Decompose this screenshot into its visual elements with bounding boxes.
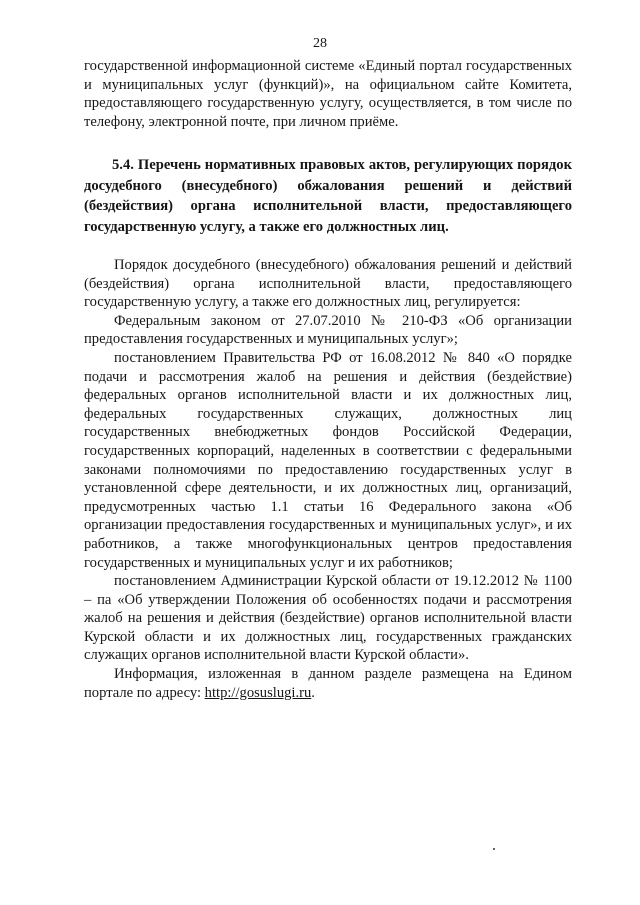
section-heading: 5.4. Перечень нормативных правовых актов, регулирующих порядок досудебного (внесудебного) обжалования решений и действий (бездействия) органа исполнительной власти, предоставляющего государственную услугу, а также его должностных лиц. bbox=[84, 157, 572, 235]
closing-text: Информация, изложенная в данном разделе размещена на Едином портале по адресу: bbox=[84, 666, 572, 701]
page-number: 28 bbox=[313, 36, 327, 51]
paragraph-closing bbox=[84, 665, 572, 702]
intro-paragraph: государственной информационной системе «Единый портал государственных и муниципальных услуг (функций)», на официальном сайте Комитета, предоставляющего государственную услугу, осуществляется, в том числе по телефону, электронной почте, при личном приёме. bbox=[84, 58, 572, 130]
paragraph-regional-decree: постановлением Администрации Курской области от 19.12.2012 № 1100 – па «Об утверждении Положения об особенностях подачи и рассмотрения жалоб на решения и действия (бездействие) органов исполнительной власти Курской области и их должностных лиц, государственных гражданских служащих органов исполнительной власти Курской области». bbox=[84, 573, 572, 664]
body-block bbox=[84, 256, 572, 702]
intro-block bbox=[84, 57, 572, 131]
paragraph-federal-law: Федеральным законом от 27.07.2010 № 210-ФЗ «Об организации предоставления государственных и муниципальных услуг»; bbox=[84, 312, 572, 348]
paragraph-regulation-intro: Порядок досудебного (внесудебного) обжалования решений и действий (бездействия) органа исполнительной власти, предоставляющего государственную услугу, а также его должностных лиц, регулируется: bbox=[84, 257, 572, 311]
gosuslugi-link[interactable]: http://gosuslugi.ru bbox=[204, 684, 312, 701]
scan-speck bbox=[493, 848, 495, 850]
paragraph-government-decree: постановлением Правительства РФ от 16.08.2012 № 840 «О порядке подачи и рассмотрения жалоб на решения и действия (бездействие) федеральных органов исполнительной власти и их должностных лиц, федеральных государственных служащих, должностных лиц государственных внебюджетных фондов Российской Федерации, государственных корпораций, наделенных в соответствии с федеральными законами полномочиями по предоставлению государственных услуг в установленной сфере деятельности, и их должностных лиц, организаций, предусмотренных частью 1.1 статьи 16 Федерального закона «Об организации предоставления государственных и муниципальных услуг», и их работников, а также многофункциональных центров предоставления государственных и муниципальных услуг и их работников; bbox=[84, 349, 572, 571]
closing-period: . bbox=[311, 684, 315, 701]
